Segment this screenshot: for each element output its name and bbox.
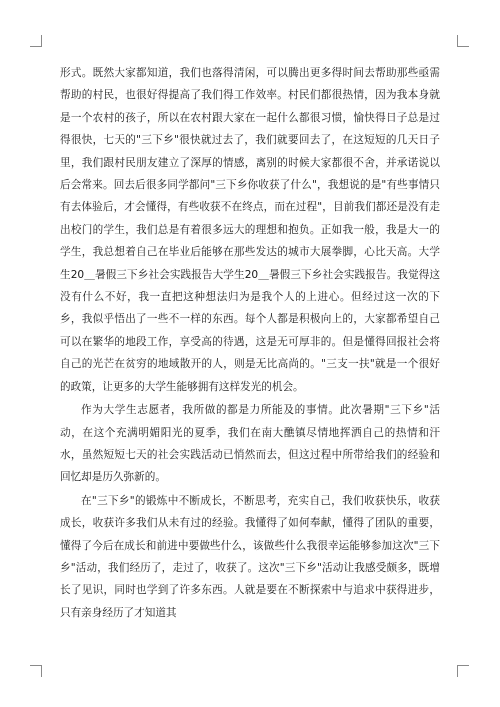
paragraph-3: 在"三下乡"的锻炼中不断成长，不断思考，充实自己，我们收获快乐，收获成长，收获许多我们从未有过的经验。我懂得了如何奉献，懂得了团队的重要，懂得了今后在成长和前进中要做些什么，该做些什么我很幸运能够参加这次"三下乡"活动，我们经历了，走过了，收获了。这次"三下乡"活动让我感受颇多，既增长了见识，同时也学到了许多东西。人就是要在不断探索中与追求中获得进步，只有亲身经历了才知道其 — [60, 494, 440, 619]
crop-mark-top-right — [457, 35, 469, 47]
paragraph-2: 作为大学生志愿者，我所做的都是力所能及的事情。此次暑期"三下乡"活动，在这个充满明媚阳光的夏季，我们在南大醮镇尽情地挥洒自己的热情和汗水，虽然短短七天的社会实践活动已悄然而去，但这过程中所带给我们的经验和回忆却是历久弥新的。 — [60, 404, 440, 484]
paragraph-1: 形式。既然大家都知道，我们也落得清闲，可以腾出更多得时间去帮助那些亟需帮助的村民，也很好得提高了我们得工作效率。村民们都很热情，因为我本身就是一个农村的孩子，所以在农村跟大家在一起什么都很习惯，愉快得日子总是过得很快，七天的"三下乡"很快就过去了，我们就要回去了，在这短短的几天日子里，我们跟村民朋友建立了深厚的情感，离别的时候大家都很不舍，并承诺说以后会常来。回去后很多同学都问"三下乡你收获了什么"，我想说的是"有些事情只有去体验后，才会懂得，有些收获不在终点，而在过程"，目前我们都还是没有走出校门的学生，我们总是有着很多远大的理想和抱负。正如我一般，我是大一的学生，我总想着自己在毕业后能够在那些发达的城市大展拳脚，心比天高。大学生20＿暑假三下乡社会实践报告大学生20＿暑假三下乡社会实践报告。我觉得这没有什么不好，我一直把这种想法归为是我个人的上进心。但经过这一次的下乡，我似乎悟出了一些不一样的东西。每个人都是积极向上的，大家都希望自己可以在繁华的地段工作，享受高的待遇，这是无可厚非的。但是懂得回报社会将自己的光芒在贫穷的地域散开的人，则是无比高尚的。"三支一扶"就是一个很好的政策，让更多的大学生能够拥有这样发光的机会。 — [60, 67, 440, 393]
crop-mark-bottom-right — [457, 665, 469, 677]
document-body — [60, 62, 440, 624]
crop-mark-top-left — [30, 35, 42, 47]
crop-mark-bottom-left — [30, 665, 42, 677]
